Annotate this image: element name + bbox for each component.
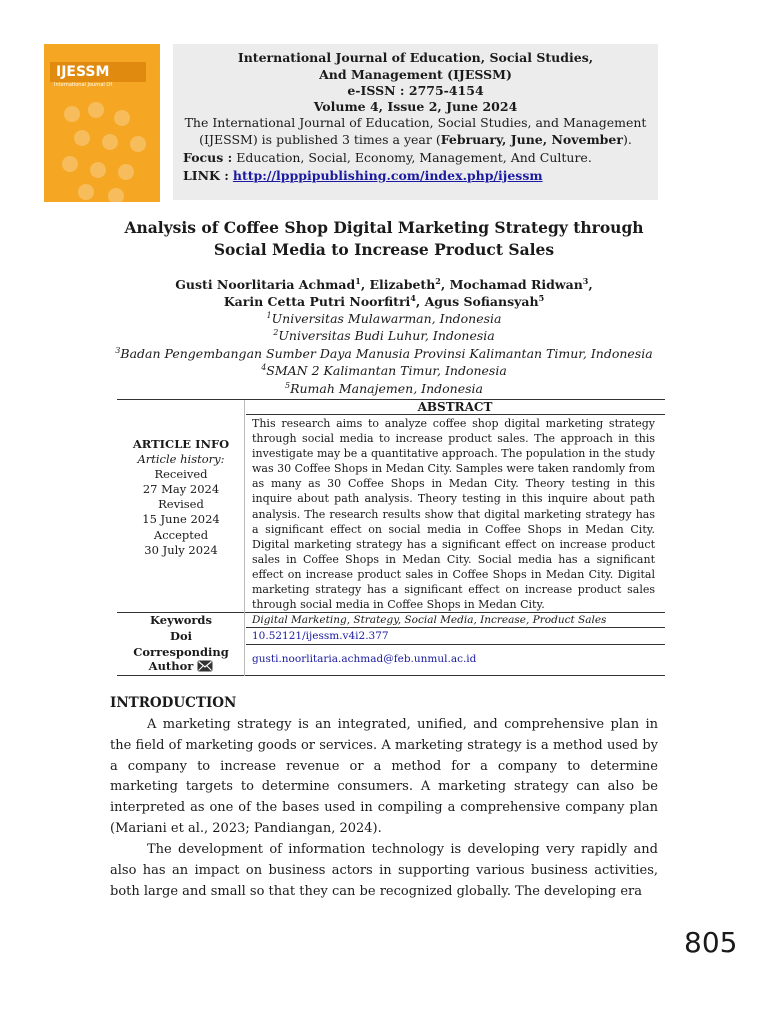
- journal-name-line2: And Management (IJESSM): [319, 67, 512, 82]
- affiliation-5: $^5$Rumah Manajemen, Indonesia: [285, 380, 483, 396]
- introduction-heading: INTRODUCTION: [110, 695, 237, 711]
- abstract-text: This research aims to analyze coffee shop digital marketing strategy through social media to increase product sales. The approach in this investigate may be a quantitative approach. The population in the study was 30 Coffee Shops in Medan City. Samples were taken randomly from as many as 30 Coffee Shops in Medan City. Theory testing in this inquire about path analysis. Theory testing in this inquire about path analysis. The research results show that digital marketing strategy has a significant effect on social media in Coffee Shops in Medan City. Digital marketing strategy has a significant effect on increase product sales in Coffee Shops in Medan City. Social media has a significant effect on increase product sales in Coffee Shops in Medan City. Digital marketing strategy has a significant effect on increase product sales through social media in Coffee Shops in Medan City.: [252, 417, 655, 612]
- doi-link[interactable]: 10.52121/ijessm.v4i2.377: [252, 630, 389, 642]
- affiliation-3: $^3$Badan Pengembangan Sumber Daya Manusia Provinsi Kalimantan Timur, Indonesia: [115, 345, 653, 361]
- received-date: 27 May 2024: [142, 482, 220, 497]
- journal-volume: Volume 4, Issue 2, June 2024: [313, 99, 518, 114]
- cover-subtitle: International Journal Of: [54, 82, 113, 88]
- doi-label: Doi: [169, 629, 192, 643]
- journal-focus: Focus : Education, Social, Economy, Management, And Culture.: [183, 150, 592, 165]
- affiliation-4: $^4$SMAN 2 Kalimantan Timur, Indonesia: [261, 362, 507, 378]
- revised-label: Revised: [158, 497, 204, 512]
- affiliation-1: $^1$Universitas Mulawarman, Indonesia: [266, 310, 502, 326]
- journal-header: [173, 44, 658, 200]
- mail-icon: [197, 660, 213, 672]
- journal-description-line1: The International Journal of Education, Social Studies, and Management: [184, 115, 647, 130]
- abstract-heading-rule: [246, 414, 665, 415]
- authors-line1: Gusti Noorlitaria Achmad$^1$, Elizabeth$^2$, Mochamad Ridwan$^3$,: [175, 275, 593, 292]
- article-history-label: Article history:: [137, 452, 225, 467]
- article-title-line2: Social Media to Increase Product Sales: [213, 240, 555, 259]
- table-bottom-rule: [117, 675, 665, 676]
- article-title-line1: Analysis of Coffee Shop Digital Marketing Strategy through: [124, 218, 644, 237]
- journal-description-line2: (IJESSM) is published 3 times a year (February, June, November).: [199, 132, 632, 147]
- article-info: [120, 437, 242, 558]
- journal-link: LINK : http://lpppipublishing.com/index.php/ijessm: [183, 168, 543, 183]
- introduction-paragraph-2: The development of information technology is developing very rapidly and also has an impact on business actors in supporting various business activities, both large and small so that they can be recognized globally. The developing era: [110, 842, 658, 899]
- abstract-heading: ABSTRACT: [417, 400, 493, 414]
- keywords-value: Digital Marketing, Strategy, Social Media, Increase, Product Sales: [252, 614, 607, 626]
- article-info-heading: ARTICLE INFO: [132, 437, 230, 451]
- cover-logo: IJESSM: [50, 62, 146, 82]
- journal-link-url[interactable]: http://lpppipublishing.com/index.php/ijessm: [232, 168, 543, 183]
- journal-cover-image: [44, 44, 160, 202]
- table-column-divider: [244, 400, 245, 676]
- affiliation-2: $^2$Universitas Budi Luhur, Indonesia: [273, 327, 495, 343]
- introduction-paragraph-1: A marketing strategy is an integrated, unified, and comprehensive plan in the field of marketing goods or services. A marketing strategy is a method used by a company to increase revenue or a method for a company to determine marketing targets to determine consumers. A marketing strategy can also be interpreted as one of the bases used in compiling a comprehensive company plan (Mariani et al., 2023; Pandiangan, 2024).: [110, 717, 658, 836]
- revised-date: 15 June 2024: [142, 512, 220, 527]
- received-label: Received: [154, 467, 208, 482]
- corresponding-author-label: Author: [120, 659, 242, 674]
- journal-eissn: e-ISSN : 2775-4154: [347, 83, 484, 98]
- corresponding-label: Corresponding: [133, 645, 229, 659]
- page-number: 805: [684, 926, 738, 959]
- doi-rule: [246, 644, 665, 645]
- authors-line2: Karin Cetta Putri Noorfitri$^4$, Agus Sofiansyah$^5$: [223, 292, 545, 309]
- accepted-date: 30 July 2024: [144, 542, 218, 557]
- accepted-label: Accepted: [153, 527, 209, 542]
- keywords-label: Keywords: [150, 613, 212, 627]
- journal-name-line1: International Journal of Education, Social Studies,: [237, 50, 594, 65]
- corresponding-email[interactable]: gusti.noorlitaria.achmad@feb.unmul.ac.id: [252, 653, 477, 665]
